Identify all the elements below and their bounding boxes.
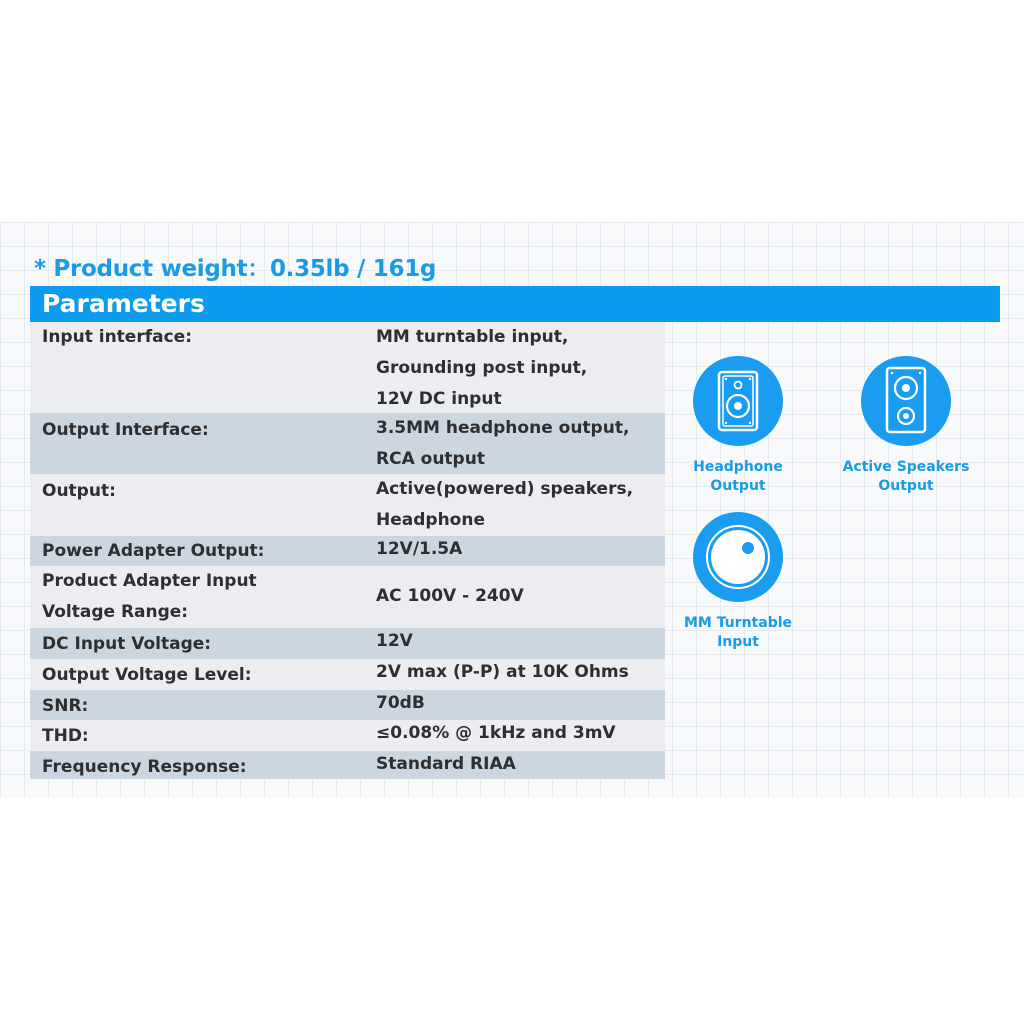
param-value: MM turntable input, Grounding post input, 12V DC input [376,327,588,409]
table-row [30,566,665,628]
param-value: 3.5MM headphone output, RCA output [376,418,630,469]
knob-icon [693,512,783,602]
param-label: DC Input Voltage: [42,634,212,654]
param-label: Frequency Response: [42,757,247,777]
table-row [30,474,665,536]
table-row [30,751,665,779]
param-label: SNR: [42,696,89,716]
param-value: Active(powered) speakers, Headphone [376,479,634,530]
mm-turntable-input-feature [668,512,808,652]
table-row [30,690,665,720]
param-value: Standard RIAA [376,754,516,774]
two-way-speaker-icon [861,356,951,446]
param-label: Input interface: [42,327,192,347]
parameters-table [30,322,665,779]
table-row [30,536,665,566]
feature-label: Headphone Output [693,459,783,494]
param-label: Product Adapter Input Voltage Range: [42,571,257,622]
param-value: 12V [376,631,413,651]
table-row [30,628,665,659]
param-label: Power Adapter Output: [42,541,265,561]
param-value: 12V/1.5A [376,539,463,559]
param-label: Output Voltage Level: [42,665,252,685]
speaker-icon [693,356,783,446]
table-row [30,720,665,751]
table-row [30,413,665,474]
param-label: THD: [42,726,89,746]
param-label: Output: [42,481,116,501]
param-value: 70dB [376,693,425,713]
param-value: AC 100V - 240V [376,586,524,606]
parameters-title: Parameters [42,289,205,318]
table-row [30,659,665,690]
product-weight: * Product weight：0.35lb / 161g [34,256,437,282]
feature-label: Active Speakers Output [842,459,970,494]
param-value: ≤0.08% @ 1kHz and 3mV [376,723,616,743]
headphone-output-feature [668,356,808,496]
param-label: Output Interface: [42,420,209,440]
parameters-header [30,286,1000,322]
param-value: 2V max (P-P) at 10K Ohms [376,662,629,682]
table-row [30,322,665,413]
active-speakers-output-feature [836,356,976,496]
feature-label: MM Turntable Input [683,615,793,650]
